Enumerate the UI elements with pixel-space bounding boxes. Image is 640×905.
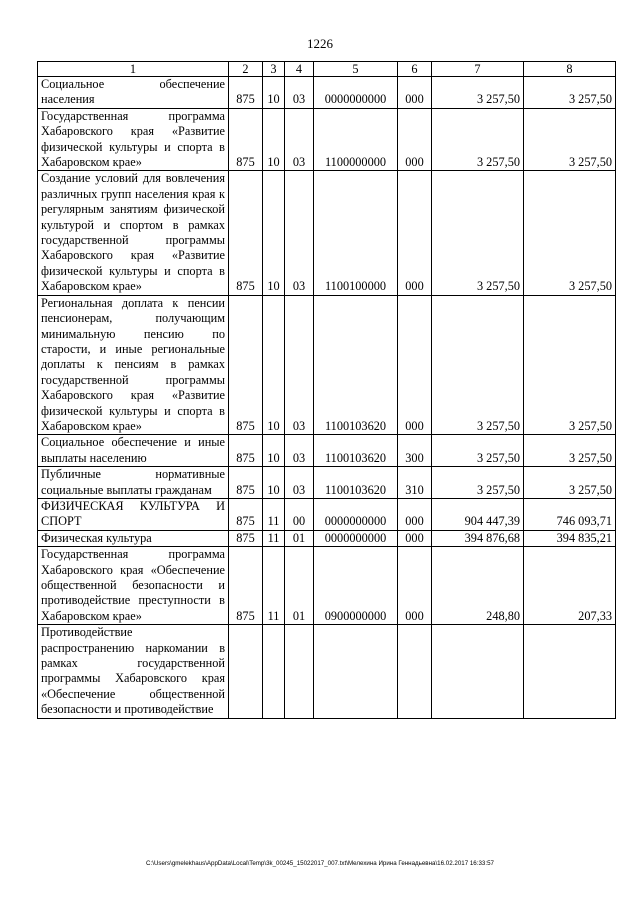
column-header: 7 (432, 62, 524, 77)
cell-target: 1100100000 (314, 171, 398, 295)
cell-amount-2: 3 257,50 (524, 77, 616, 109)
cell-amount-2: 746 093,71 (524, 498, 616, 530)
row-name: Физическая культура (38, 530, 229, 546)
cell-code (229, 625, 263, 718)
column-header: 5 (314, 62, 398, 77)
cell-target: 1100103620 (314, 467, 398, 499)
cell-amount-2: 3 257,50 (524, 467, 616, 499)
cell-amount-1: 3 257,50 (432, 171, 524, 295)
table-row (38, 435, 616, 467)
column-header: 1 (38, 62, 229, 77)
table-row (38, 77, 616, 109)
table-row (38, 171, 616, 295)
cell-section: 11 (263, 498, 285, 530)
cell-target: 0000000000 (314, 498, 398, 530)
cell-amount-2 (524, 625, 616, 718)
row-name: Противодействие распространению наркомании в рамках государственной программы Хабаровского края «Обеспечение общественной безопасности и противодействие (38, 625, 229, 718)
page-number: 1226 (307, 36, 333, 51)
row-name: Создание условий для вовлечения различных групп населения края к регулярным занятиям физической культурой и спортом в рамках государственной программы Хабаровского края «Развитие физической культуры и спорта в Хабаровском крае» (38, 171, 229, 295)
cell-target: 0000000000 (314, 530, 398, 546)
cell-code: 875 (229, 171, 263, 295)
cell-subsection: 03 (285, 171, 314, 295)
cell-section: 10 (263, 467, 285, 499)
cell-amount-1: 248,80 (432, 547, 524, 625)
cell-amount-2: 3 257,50 (524, 295, 616, 435)
cell-amount-1 (432, 625, 524, 718)
table-row (38, 625, 616, 718)
cell-target: 1100103620 (314, 295, 398, 435)
column-header: 4 (285, 62, 314, 77)
file-path-footer: C:\Users\gmelekhaus\AppData\Local\Temp\3k_00245_15022017_007.txt\Мелехина Ирина Геннадьевна\16.02.2017 16:33:57 (146, 860, 494, 867)
cell-subsection: 01 (285, 547, 314, 625)
cell-section: 10 (263, 295, 285, 435)
cell-subsection: 01 (285, 530, 314, 546)
cell-amount-1: 904 447,39 (432, 498, 524, 530)
cell-amount-2: 394 835,21 (524, 530, 616, 546)
cell-type: 000 (398, 547, 432, 625)
cell-amount-2: 207,33 (524, 547, 616, 625)
cell-subsection: 03 (285, 108, 314, 171)
cell-amount-1: 3 257,50 (432, 295, 524, 435)
cell-target (314, 625, 398, 718)
column-header: 2 (229, 62, 263, 77)
cell-code: 875 (229, 547, 263, 625)
cell-code: 875 (229, 435, 263, 467)
table-row (38, 547, 616, 625)
cell-code: 875 (229, 77, 263, 109)
cell-section: 10 (263, 77, 285, 109)
cell-code: 875 (229, 498, 263, 530)
cell-amount-2: 3 257,50 (524, 171, 616, 295)
cell-subsection: 03 (285, 77, 314, 109)
cell-section: 11 (263, 530, 285, 546)
cell-section: 11 (263, 547, 285, 625)
cell-amount-1: 3 257,50 (432, 108, 524, 171)
cell-type (398, 625, 432, 718)
cell-type: 000 (398, 295, 432, 435)
table-row (38, 530, 616, 546)
cell-type: 300 (398, 435, 432, 467)
row-name: Социальное обеспечение и иные выплаты населению (38, 435, 229, 467)
cell-amount-2: 3 257,50 (524, 435, 616, 467)
table-row (38, 498, 616, 530)
cell-type: 310 (398, 467, 432, 499)
column-header: 6 (398, 62, 432, 77)
table-row (38, 108, 616, 171)
column-header: 8 (524, 62, 616, 77)
cell-amount-1: 3 257,50 (432, 77, 524, 109)
cell-type: 000 (398, 77, 432, 109)
cell-target: 1100103620 (314, 435, 398, 467)
cell-code: 875 (229, 530, 263, 546)
cell-code: 875 (229, 108, 263, 171)
cell-amount-2: 3 257,50 (524, 108, 616, 171)
cell-subsection: 03 (285, 467, 314, 499)
cell-type: 000 (398, 530, 432, 546)
cell-target: 1100000000 (314, 108, 398, 171)
cell-subsection: 03 (285, 435, 314, 467)
cell-subsection: 00 (285, 498, 314, 530)
row-name: ФИЗИЧЕСКАЯ КУЛЬТУРА И СПОРТ (38, 498, 229, 530)
cell-amount-1: 3 257,50 (432, 467, 524, 499)
cell-code: 875 (229, 295, 263, 435)
table-row (38, 467, 616, 499)
budget-table (37, 61, 616, 719)
cell-type: 000 (398, 171, 432, 295)
cell-target: 0900000000 (314, 547, 398, 625)
cell-amount-1: 394 876,68 (432, 530, 524, 546)
cell-section (263, 625, 285, 718)
row-name: Государственная программа Хабаровского края «Обеспечение общественной безопасности и противодействие преступности в Хабаровском крае» (38, 547, 229, 625)
row-name: Публичные нормативные социальные выплаты гражданам (38, 467, 229, 499)
row-name: Социальное обеспечение населения (38, 77, 229, 109)
cell-subsection: 03 (285, 295, 314, 435)
cell-section: 10 (263, 435, 285, 467)
column-header: 3 (263, 62, 285, 77)
cell-section: 10 (263, 108, 285, 171)
header-row (38, 62, 616, 77)
cell-code: 875 (229, 467, 263, 499)
table-row (38, 295, 616, 435)
row-name: Государственная программа Хабаровского края «Развитие физической культуры и спорта в Хабаровском крае» (38, 108, 229, 171)
cell-section: 10 (263, 171, 285, 295)
row-name: Региональная доплата к пенсии пенсионерам, получающим минимальную пенсию по старости, и иные региональные доплаты к пенсиям в рамках государственной программы Хабаровского края «Развитие физической культуры и спорта в Хабаровском крае» (38, 295, 229, 435)
cell-subsection (285, 625, 314, 718)
cell-type: 000 (398, 498, 432, 530)
cell-amount-1: 3 257,50 (432, 435, 524, 467)
cell-target: 0000000000 (314, 77, 398, 109)
cell-type: 000 (398, 108, 432, 171)
